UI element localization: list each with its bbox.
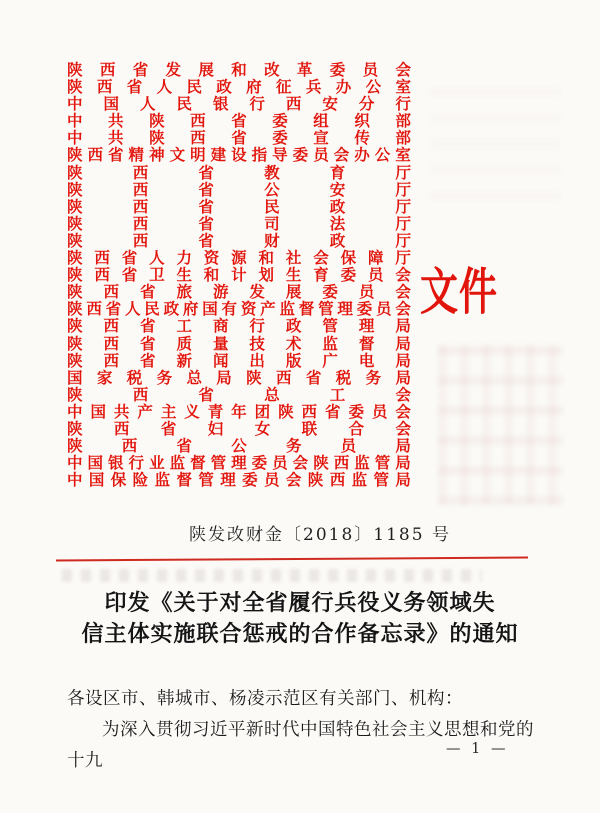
- document-title-line-2: 信主体实施联合惩戒的合作备忘录》的通知: [81, 621, 519, 647]
- agency-name: 陕 西 省 人 民 政 府 征 兵 办 公 室: [67, 77, 411, 97]
- agency-name: 陕 西 省 人 民 政 府 国 有 资 产 监 督 管 理 委 员 会: [67, 299, 411, 319]
- agency-name: 中 国 保 险 监 督 管 理 委 员 会 陕 西 监 管 局: [67, 470, 411, 490]
- agency-name: 陕 西 省 质 量 技 术 监 督 局: [67, 333, 411, 353]
- salutation-line: 各设区市、韩城市、杨凌示范区有关部门、机构：: [67, 689, 463, 709]
- document-label: 文件: [420, 261, 499, 321]
- agency-name: 陕 西 省 发 展 和 改 革 委 员 会: [67, 60, 411, 79]
- document-title: [0, 588, 600, 650]
- agency-name: 国 家 税 务 总 局 陕 西 省 税 务 局: [67, 367, 411, 387]
- document-number: 陕发改财金〔2018〕1185 号: [189, 525, 451, 545]
- bleed-through-marks: [430, 80, 560, 200]
- agency-name: 陕 西 省 新 闻 出 版 广 电 局: [67, 350, 411, 370]
- agency-name: 陕 西 省 公 安 厅: [67, 179, 411, 199]
- agency-name: 陕 西 省 教 育 厅: [67, 162, 411, 182]
- red-divider-line: [56, 557, 528, 562]
- document-body: [67, 684, 547, 777]
- body-paragraph: 为深入贯彻习近平新时代中国特色社会主义思想和党的十九: [67, 720, 534, 771]
- agency-name: 中 国 银 行 业 监 督 管 理 委 员 会 陕 西 监 管 局: [67, 453, 411, 473]
- bleed-through-marks: [62, 569, 482, 582]
- agency-name: 中 国 共 产 主 义 青 年 团 陕 西 省 委 员 会: [67, 401, 411, 421]
- agency-name: 陕 西 省 司 法 厅: [67, 213, 411, 233]
- agency-name: 陕 西 省 妇 女 联 合 会: [67, 418, 411, 438]
- agency-name: 陕 西 省 精 神 文 明 建 设 指 导 委 员 会 办 公 室: [67, 145, 411, 165]
- issuing-agencies-list: [67, 61, 411, 488]
- agency-name: 陕 西 省 财 政 厅: [67, 230, 411, 250]
- agency-name: 中 共 陕 西 省 委 组 织 部: [67, 111, 411, 131]
- agency-name: 陕 西 省 总 工 会: [67, 384, 411, 404]
- agency-name: 陕 西 省 旅 游 发 展 委 员 会: [67, 282, 411, 302]
- agency-name: 陕 西 省 民 政 厅: [67, 196, 411, 216]
- agency-name: 陕 西 省 卫 生 和 计 划 生 育 委 员 会: [67, 265, 411, 285]
- bleed-through-marks: [438, 345, 563, 505]
- agency-name: 陕 西 省 工 商 行 政 管 理 局: [67, 316, 411, 336]
- page-number: — 1 —: [446, 741, 509, 757]
- agency-name: 陕 西 省 公 务 员 局: [67, 436, 411, 456]
- agency-name: 中 共 陕 西 省 委 宣 传 部: [67, 128, 411, 148]
- agency-name: 陕 西 省 人 力 资 源 和 社 会 保 障 厅: [67, 248, 411, 268]
- document-title-line-1: 印发《关于对全省履行兵役义务领域失: [104, 590, 496, 616]
- agency-name: 中 国 人 民 银 行 西 安 分 行: [67, 94, 411, 114]
